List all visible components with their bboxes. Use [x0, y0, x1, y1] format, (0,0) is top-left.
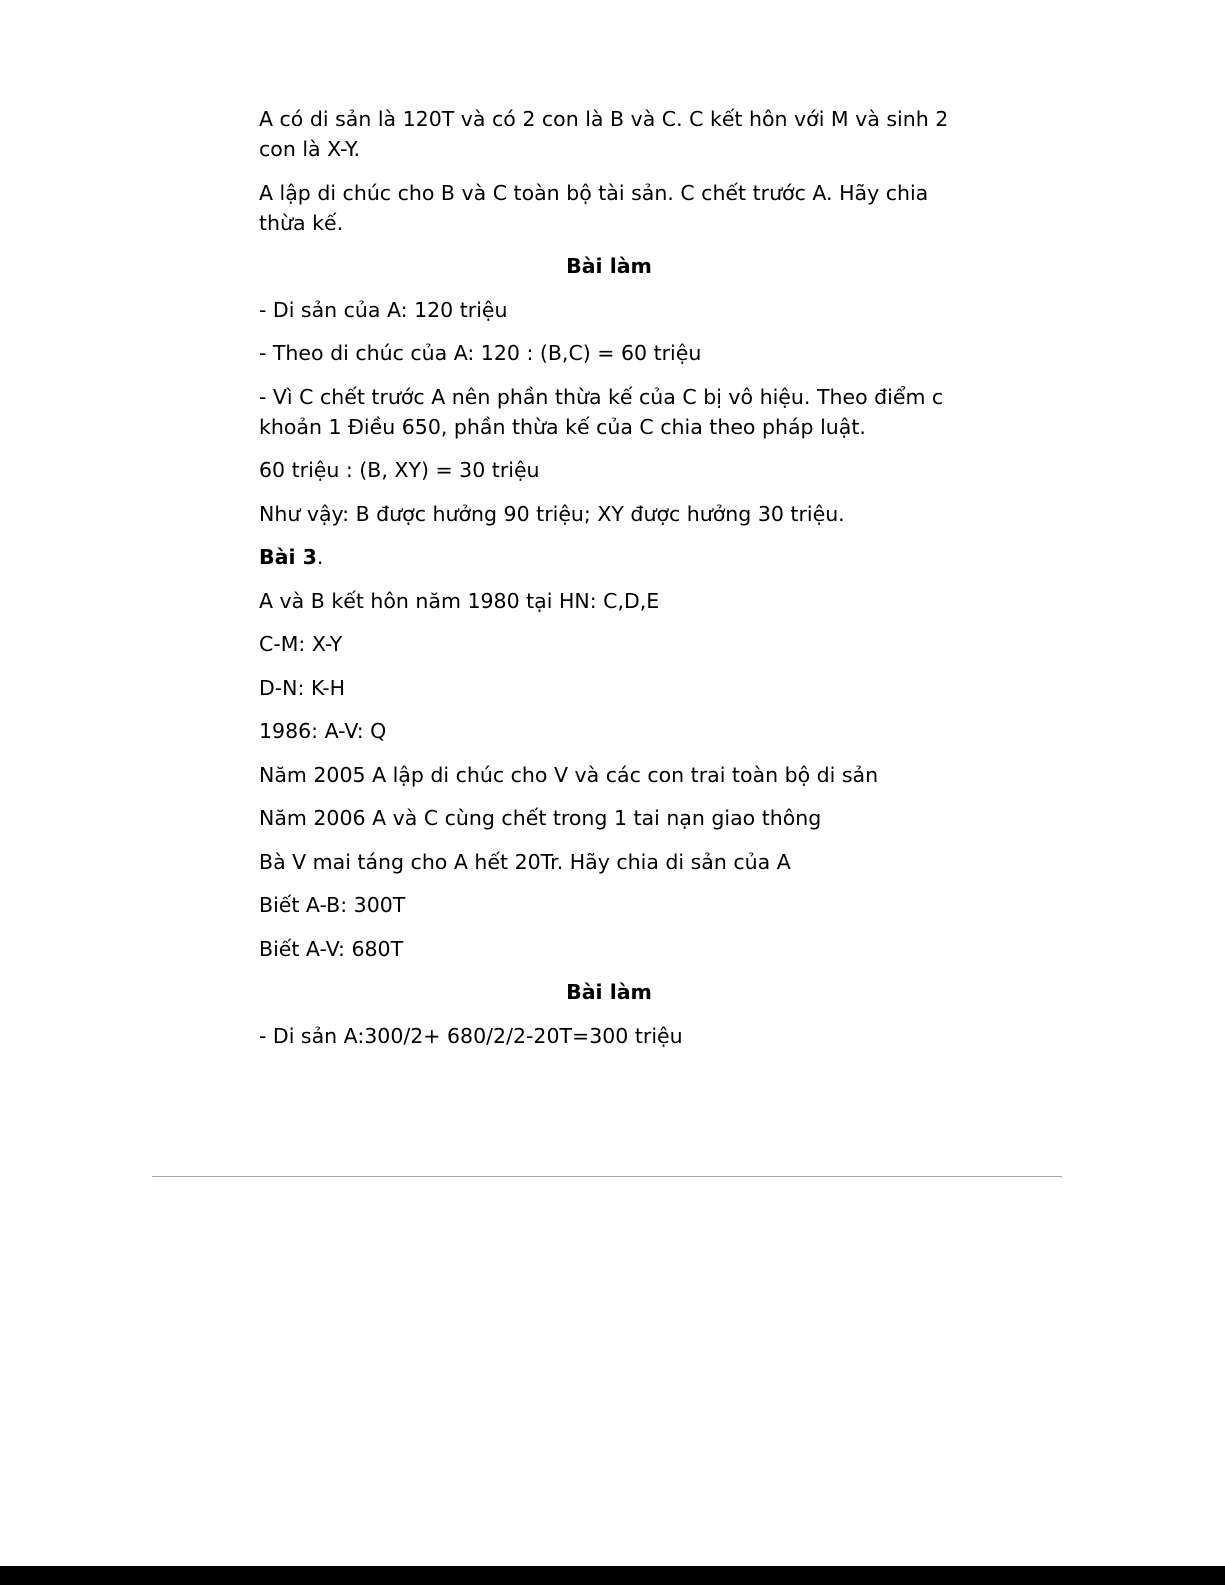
bottom-bar [0, 1566, 1225, 1585]
solution-line: - Vì C chết trước A nên phần thừa kế của C bị vô hiệu. Theo điểm c khoản 1 Điều 650, phần thừa kế của C chia theo pháp luật. [259, 384, 944, 439]
exercise-line: Bà V mai táng cho A hết 20Tr. Hãy chia di sản của A [259, 849, 791, 874]
solution-heading: Bài làm [566, 254, 652, 278]
exercise-heading [259, 542, 959, 572]
solution-line: - Di sản A:300/2+ 680/2/2-20T=300 triệu [259, 1023, 683, 1048]
document-content [259, 104, 959, 1064]
solution-line: 60 triệu : (B, XY) = 30 triệu [259, 458, 540, 482]
exercise-line: C-M: X-Y [259, 632, 343, 656]
exercise-title: Bài 3 [259, 545, 317, 569]
problem-paragraph-2: A lập di chúc cho B và C toàn bộ tài sản. C chết trước A. Hãy chia thừa kế. [259, 180, 929, 235]
solution-line: Như vậy: B được hưởng 90 triệu; XY được hưởng 30 triệu. [259, 501, 845, 526]
exercise-title-suffix: . [316, 545, 324, 569]
exercise-line: Năm 2006 A và C cùng chết trong 1 tai nạn giao thông [259, 806, 822, 830]
exercise-line: Biết A-B: 300T [259, 893, 406, 917]
exercise-line: D-N: K-H [259, 675, 346, 700]
exercise-line: Năm 2005 A lập di chúc cho V và các con trai toàn bộ di sản [259, 762, 879, 787]
exercise-line: Biết A-V: 680T [259, 936, 404, 961]
problem-paragraph-1: A có di sản là 120T và có 2 con là B và C. C kết hôn với M và sinh 2 con là X-Y. [259, 107, 949, 161]
exercise-line: 1986: A-V: Q [259, 719, 387, 743]
exercise-line: A và B kết hôn năm 1980 tại HN: C,D,E [259, 588, 660, 613]
footer-divider [152, 1176, 1062, 1177]
solution-line: - Di sản của A: 120 triệu [259, 297, 508, 322]
solution-heading: Bài làm [566, 980, 652, 1004]
solution-line: - Theo di chúc của A: 120 : (B,C) = 60 triệu [259, 341, 702, 365]
